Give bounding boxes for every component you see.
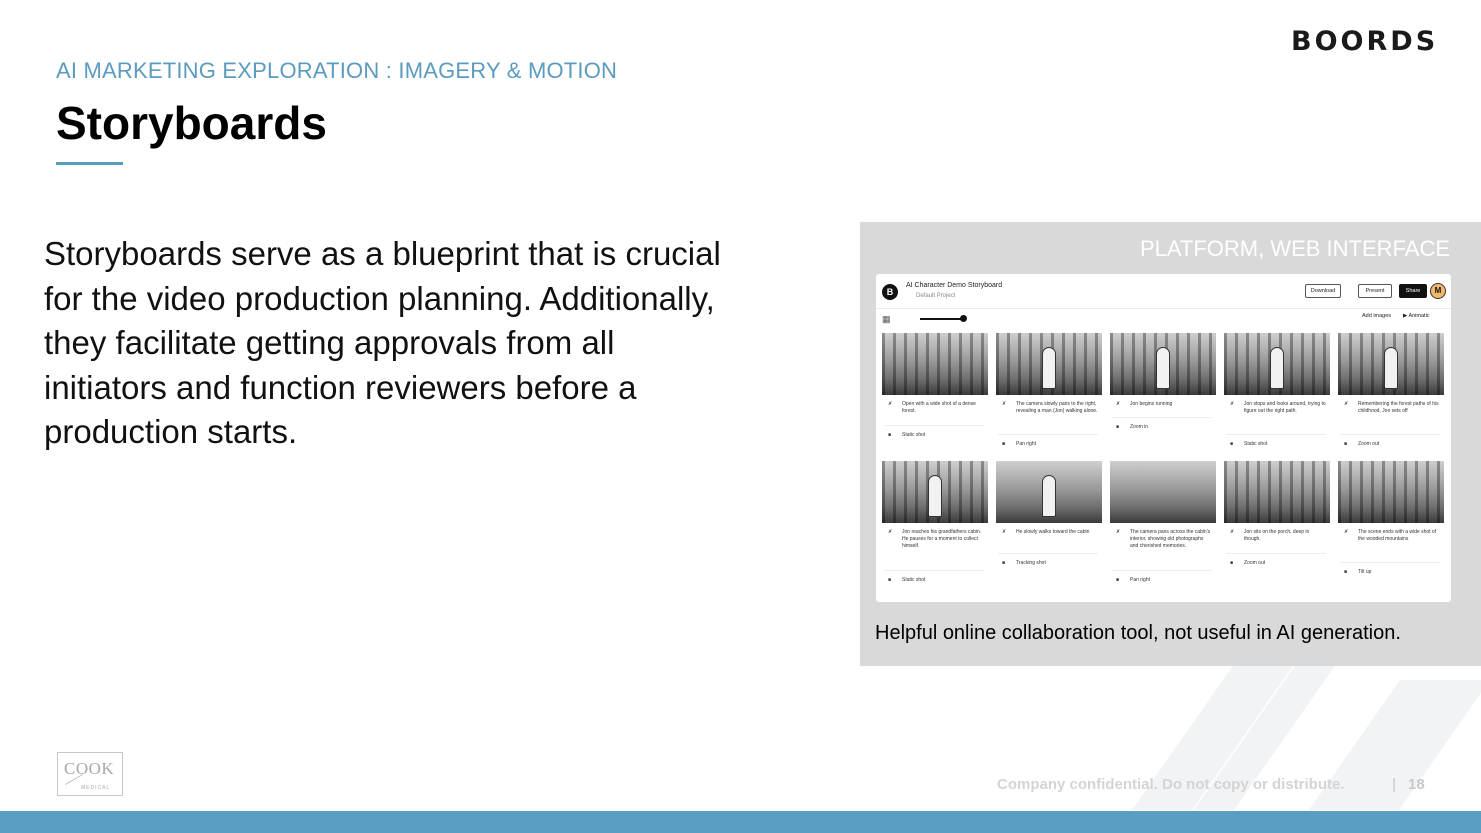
camera-icon: ■ <box>1116 577 1120 583</box>
frame-image <box>1224 333 1330 395</box>
frame-shot[interactable]: Zoom out <box>1358 441 1380 447</box>
frame-image <box>1224 461 1330 523</box>
camera-icon: ■ <box>1230 560 1234 566</box>
avatar[interactable]: M <box>1430 283 1446 299</box>
frame-shot[interactable]: Tilt up <box>1358 569 1372 575</box>
frame-shot[interactable]: Static shot <box>902 577 926 583</box>
frame-description[interactable]: Jon reaches his grandfathers cabin. He pauses for a moment to collect himself. <box>902 529 982 549</box>
frame-image <box>1338 461 1444 523</box>
frame-image <box>1110 461 1216 523</box>
storyboard-frame[interactable] <box>880 331 990 465</box>
add-images-button[interactable]: Add images <box>1362 313 1392 319</box>
description-icon: ✗ <box>1230 529 1235 535</box>
cook-logo-sub: MEDICAL <box>81 785 111 791</box>
description-icon: ✗ <box>888 529 893 535</box>
frame-image <box>996 461 1102 523</box>
grid-view-icon[interactable]: ▦ <box>882 314 891 324</box>
project-name[interactable]: Default Project <box>916 293 956 299</box>
frame-shot[interactable]: Zoom out <box>1244 560 1266 566</box>
description-icon: ✗ <box>1116 529 1121 535</box>
zoom-slider[interactable] <box>920 318 964 320</box>
platform-panel <box>860 222 1481 666</box>
description-icon: ✗ <box>1344 401 1349 407</box>
frame-shot[interactable]: Static shot <box>902 432 926 438</box>
frame-image <box>1110 333 1216 395</box>
camera-icon: ■ <box>1002 560 1006 566</box>
description-icon: ✗ <box>1002 401 1007 407</box>
storyboard-frame[interactable] <box>1336 331 1446 465</box>
frame-description[interactable]: He slowly walks toward the cabin <box>1016 529 1090 535</box>
page-title: Storyboards <box>56 97 327 149</box>
frame-description[interactable]: Jon begins running <box>1130 401 1173 407</box>
footer-separator: | <box>1392 776 1397 793</box>
animatic-button[interactable]: ▶ Animatic <box>1403 313 1430 319</box>
frame-shot[interactable]: Zoom in <box>1130 424 1149 430</box>
description-icon: ✗ <box>1116 401 1121 407</box>
storyboard-title[interactable]: AI Character Demo Storyboard <box>906 282 1003 289</box>
frame-shot[interactable]: Tracking shot <box>1016 560 1046 566</box>
camera-icon: ■ <box>888 577 892 583</box>
description-icon: ✗ <box>1002 529 1007 535</box>
frame-shot[interactable]: Pan right <box>1130 577 1151 583</box>
frame-image <box>1338 333 1444 395</box>
toolbar-divider <box>876 308 1451 309</box>
share-button[interactable]: Share <box>1399 284 1427 298</box>
description-icon: ✗ <box>1344 529 1349 535</box>
page-number: 18 <box>1408 776 1425 793</box>
storyboard-frame[interactable] <box>1336 459 1446 593</box>
storyboard-frame[interactable] <box>880 459 990 593</box>
frame-description[interactable]: Open with a wide shot of a dense forest. <box>902 401 976 414</box>
title-underline <box>56 162 123 165</box>
storyboard-frame[interactable] <box>994 459 1104 593</box>
camera-icon: ■ <box>1002 441 1006 447</box>
panel-label: PLATFORM, WEB INTERFACE <box>1139 236 1450 261</box>
body-paragraph: Storyboards serve as a blueprint that is crucial for the video production planning. Additionally, they facilitate getting approvals from all initiators and function reviewers before a production starts. <box>44 235 721 450</box>
storyboard-frame[interactable] <box>1222 331 1332 465</box>
description-icon: ✗ <box>1230 401 1235 407</box>
confidential-notice: Company confidential. Do not copy or distribute. <box>997 776 1345 793</box>
frame-shot[interactable]: Static shot <box>1244 441 1268 447</box>
download-button[interactable]: Download <box>1305 284 1341 298</box>
storyboard-frame[interactable] <box>1222 459 1332 593</box>
cook-medical-logo <box>57 752 123 796</box>
frame-description[interactable]: Jon sits on the porch, deep in though. <box>1244 529 1310 542</box>
app-logo-icon[interactable]: B <box>882 284 898 300</box>
section-kicker: AI MARKETING EXPLORATION : IMAGERY & MOTION <box>56 58 618 83</box>
frame-description[interactable]: Jon stops and looks around, trying to figure out the right path. <box>1244 401 1326 414</box>
camera-icon: ■ <box>1344 569 1348 575</box>
frame-description[interactable]: The camera pans across the cabin's interior, showing old photographs and cherished memories. <box>1130 529 1211 549</box>
bottom-bar <box>0 811 1481 833</box>
description-icon: ✗ <box>888 401 893 407</box>
boords-app-screenshot <box>876 274 1451 602</box>
storyboard-frame[interactable] <box>994 331 1104 465</box>
storyboard-frame[interactable] <box>1108 459 1218 593</box>
camera-icon: ■ <box>1344 441 1348 447</box>
frame-description[interactable]: Remembering the forest paths of his childhood, Jon sets off <box>1358 401 1439 414</box>
zoom-slider-handle[interactable] <box>960 315 967 322</box>
camera-icon: ■ <box>888 432 892 438</box>
frame-description[interactable]: The scene ends with a wide shot of the wooded mountains <box>1358 529 1437 542</box>
camera-icon: ■ <box>1116 424 1120 430</box>
frame-description[interactable]: The camera slowly pans to the right, revealing a man (Jon) walking alone. <box>1016 401 1098 414</box>
panel-caption: Helpful online collaboration tool, not useful in AI generation. <box>875 622 1401 644</box>
frame-image <box>882 333 988 395</box>
frame-image <box>996 333 1102 395</box>
boords-logo: BOORDS <box>1291 26 1439 57</box>
storyboard-frame[interactable] <box>1108 331 1218 465</box>
cook-logo-name: COOK <box>64 759 115 778</box>
frame-image <box>882 461 988 523</box>
frame-shot[interactable]: Pan right <box>1016 441 1037 447</box>
camera-icon: ■ <box>1230 441 1234 447</box>
present-button[interactable]: Present <box>1358 284 1392 298</box>
